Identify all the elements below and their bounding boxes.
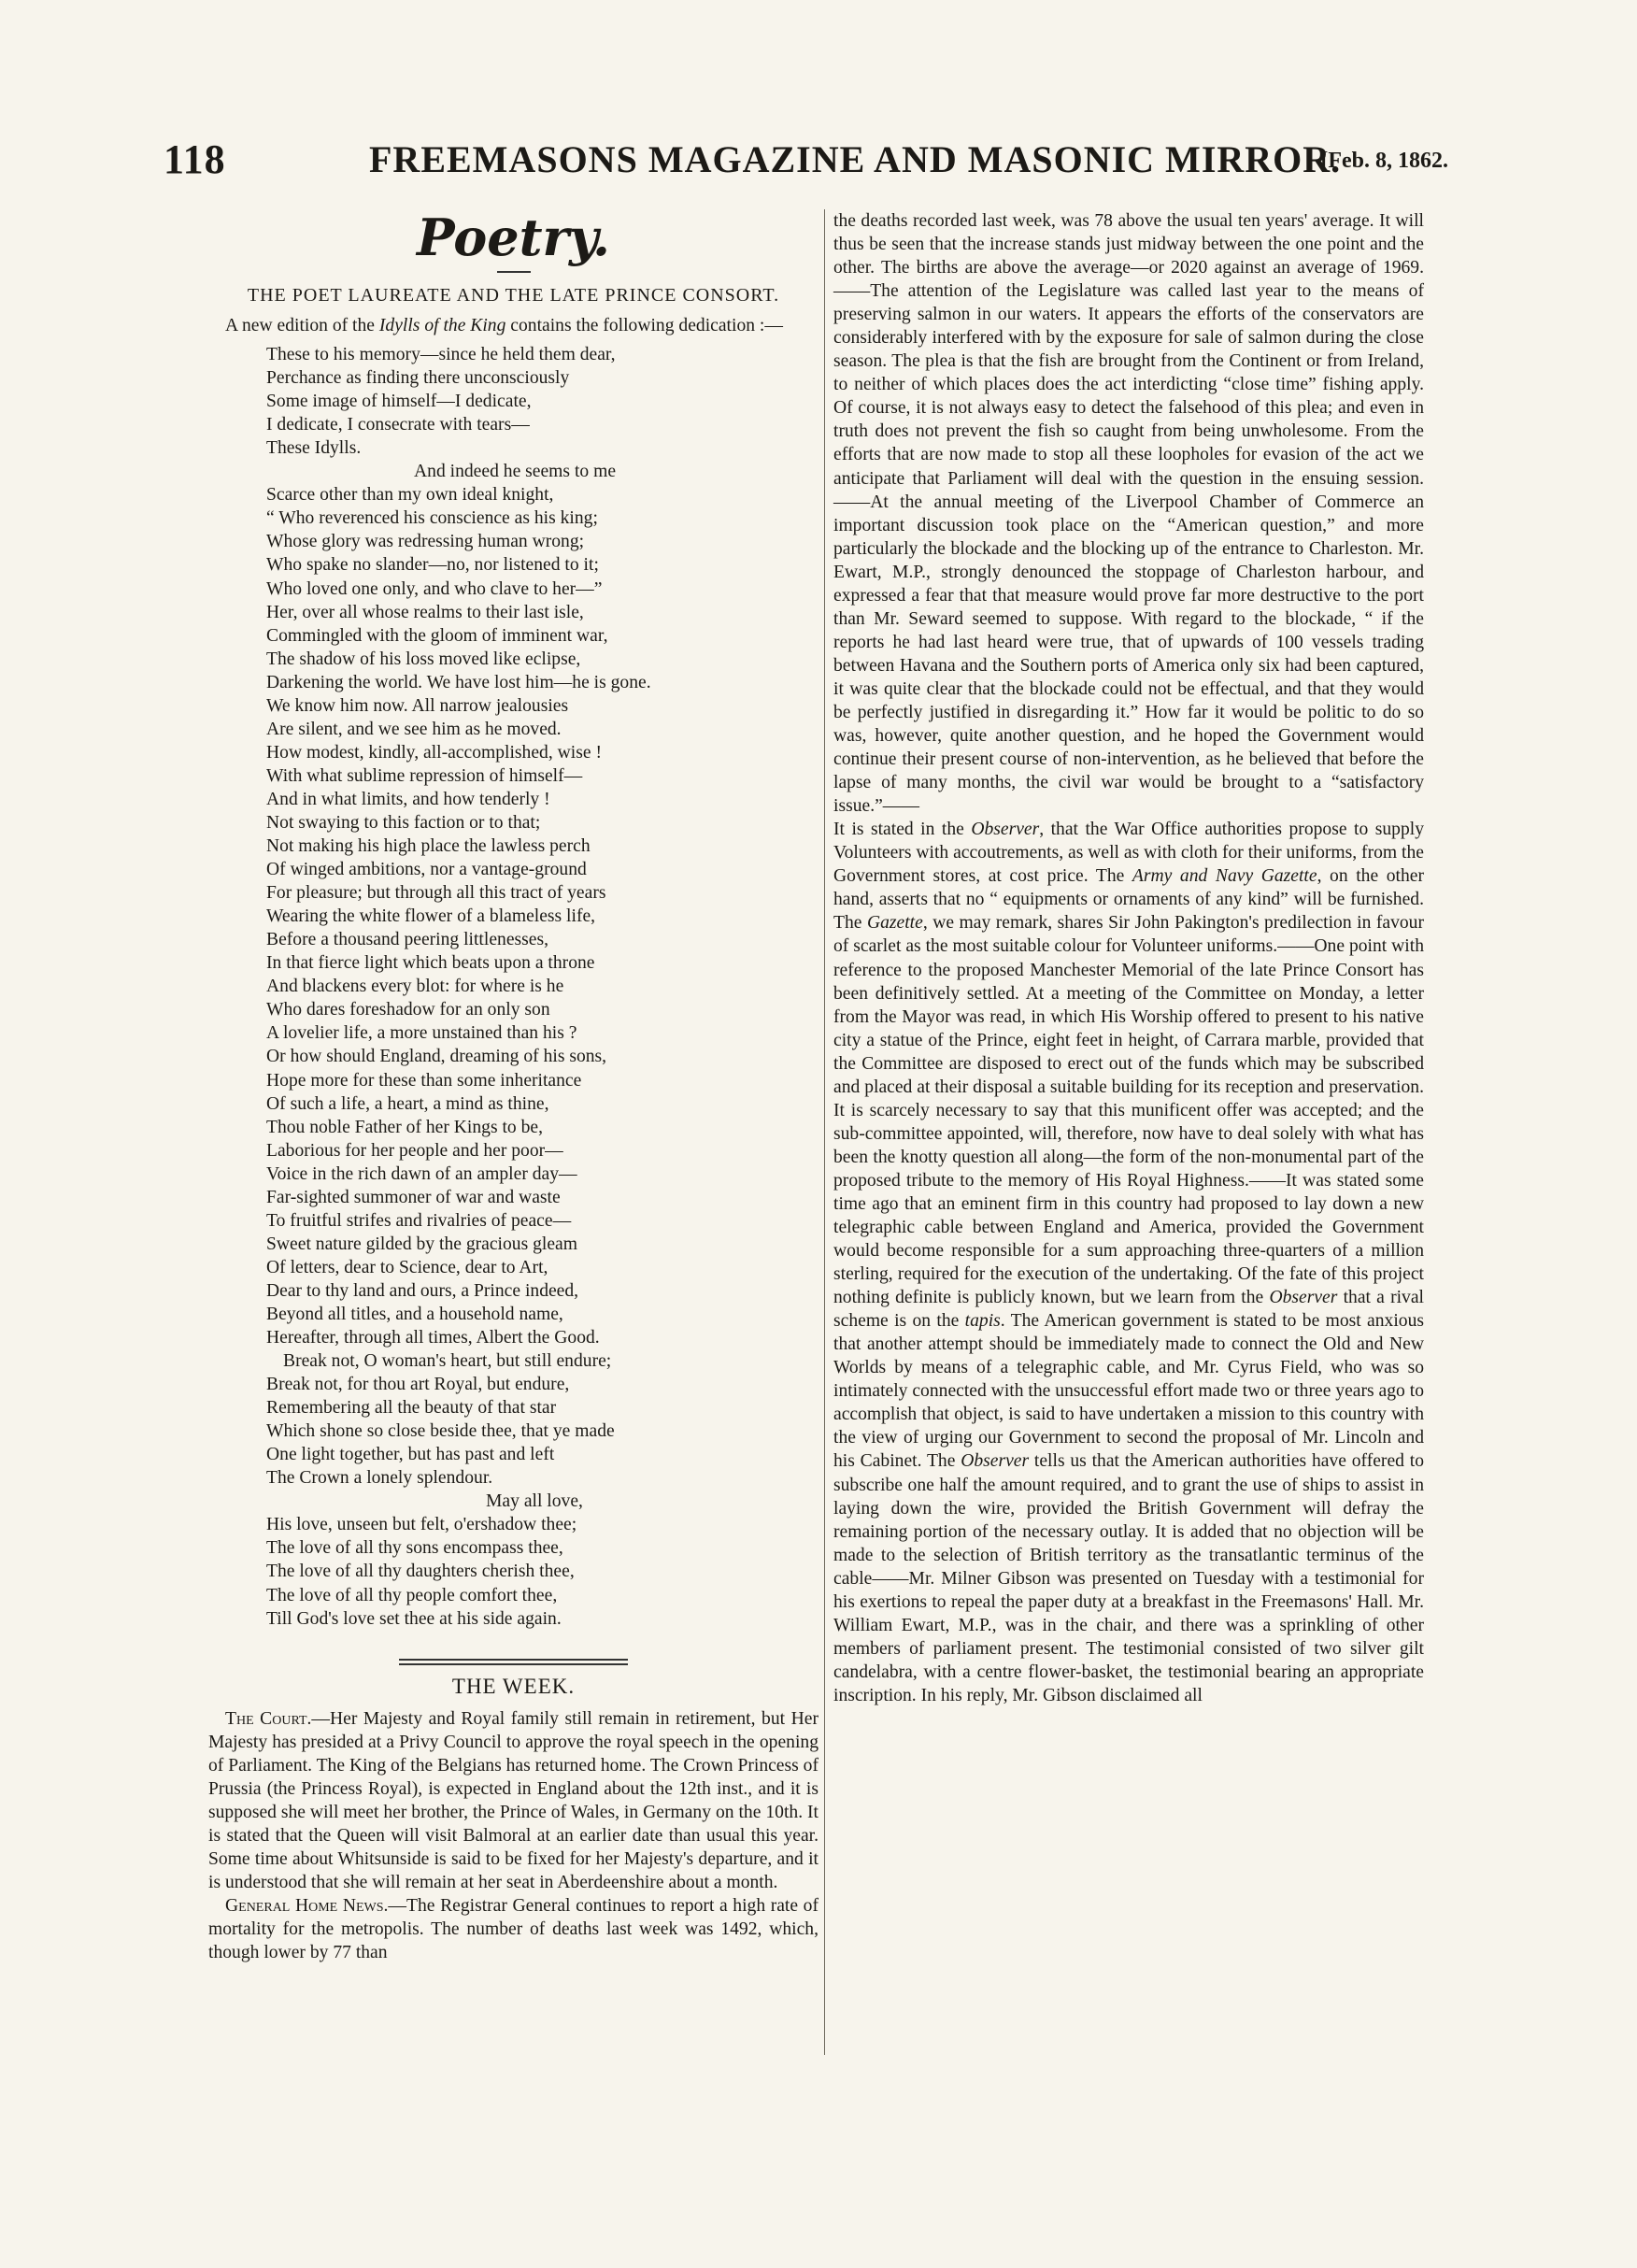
poem-line: One light together, but has past and left [266,1445,555,1465]
right-column [833,209,1424,1707]
poem-line: I dedicate, I consecrate with tears— [266,415,530,435]
poem-line: Sweet nature gilded by the gracious gleam [266,1234,577,1254]
left-column [208,209,818,1964]
poem-line: The love of all thy sons encompass thee, [266,1538,563,1559]
poem-line: The shadow of his loss moved like eclipse, [266,649,581,669]
poem-intro: A new edition of the Idylls of the King contains the following dedication :— [225,316,783,335]
poem-line: The love of all thy people comfort thee, [266,1585,558,1605]
poem-line: Who dares foreshadow for an only son [266,1000,550,1020]
poem-line: Thou noble Father of her Kings to be, [266,1117,544,1137]
poem-line: With what sublime repression of himself— [266,765,583,786]
poem-line: These to his memory—since he held them dear, [266,345,616,365]
poem-line: Break not, for thou art Royal, but endure, [266,1375,570,1395]
poem-line: His love, unseen but felt, o'ershadow thee; [266,1515,577,1535]
poem-line: Which shone so close beside thee, that ye made [266,1421,615,1442]
poem-line: Hereafter, through all times, Albert the Good. [266,1328,600,1348]
poem-line: For pleasure; but through all this tract of years [266,883,606,904]
poem-line: “ Who reverenced his conscience as his king; [266,508,598,529]
poem-line: Whose glory was redressing human wrong; [266,532,585,552]
poetry-section-title: Poetry. [417,207,610,267]
poem-line: Dear to thy land and ours, a Prince indeed, [266,1280,579,1301]
poem-line: And indeed he seems to me [414,462,617,482]
section-divider [399,1659,628,1665]
poem-line: Commingled with the gloom of imminent war, [266,625,608,646]
poem-line: Beyond all titles, and a household name, [266,1304,563,1324]
poem-lines [266,343,818,1631]
journal-title: FREEMASONS MAGAZINE AND MASONIC MIRROR. [369,138,1342,180]
poem-line: Not swaying to this faction or to that; [266,812,541,833]
poem-line: Of winged ambitions, nor a vantage-ground [266,860,587,880]
poem-line: Laborious for her people and her poor— [266,1140,563,1161]
poem-line: Wearing the white flower of a blameless life, [266,906,596,927]
poem-line: Who loved one only, and who clave to her—” [266,578,603,599]
poem-line: To fruitful strifes and rivalries of peace— [266,1210,572,1231]
page-header [164,136,1448,192]
poem-line: Perchance as finding there unconsciously [266,368,570,389]
poem-line: Remembering all the beauty of that star [266,1398,557,1419]
poem-line: The Crown a lonely splendour. [266,1468,493,1489]
poem-line: These Idylls. [266,438,362,459]
poem-line: Far-sighted summoner of war and waste [266,1187,561,1207]
poem-line: And blackens every blot: for where is he [266,977,564,997]
column-divider [824,209,825,2055]
poem-line: Before a thousand peering littlenesses, [266,930,548,950]
poem-line: In that fierce light which beats upon a throne [266,953,595,974]
poem-line: Who spake no slander—no, nor listened to it; [266,555,599,576]
poem-line: May all love, [486,1491,583,1512]
poem-line: How modest, kindly, all-accomplished, wise ! [266,742,602,763]
poem-line: Of letters, dear to Science, dear to Art, [266,1257,548,1277]
poem-line: Of such a life, a heart, a mind as thine, [266,1093,549,1114]
poem-line: Or how should England, dreaming of his sons, [266,1047,607,1067]
poem-line: Are silent, and we see him as he moved. [266,719,562,739]
poem-line: Not making his high place the lawless perch [266,836,591,857]
title-rule [497,271,531,273]
poem-line: We know him now. All narrow jealousies [266,695,569,716]
page-number: 118 [164,136,226,182]
poem-line: Scarce other than my own ideal knight, [266,485,554,506]
poem-line: Break not, O woman's heart, but still endure; [283,1351,612,1372]
news-paragraph-1: the deaths recorded last week, was 78 above the usual ten years' average. It will thus be seen that the increase stands just midway between the one point and the other. The births are above the average—or 2020 against an average of 1969.——The attention of the Legislature was called last year to the means of preserving salmon in our waters. It appears the efforts of the conservators are considerably interfered with by the exposure for sale of salmon during the close season. The plea is that the fish are brought from the Continent or from Ireland, to neither of which places does the act interdicting “close time” fishing apply. Of course, it is not always easy to detect the falsehood of this plea; and even in truth does not prevent the fish so caught from being unwholesome. From the efforts that are now made to stop all these loopholes for evasion of the act we anticipate that Parliament will deal with the question in the ensuing session.——At the annual meeting of the Liverpool Chamber of Commerce an important discussion took place on the “American question,” and more particularly the blockade and the blocking up of the entrance to Charleston. Mr. Ewart, M.P., strongly denounced the stoppage of Charleston harbour, and expressed a fear that that measure would prove far more destructive to the port than Mr. Seward seemed to suppose. With regard to the blockade, “ if the reports he had last heard were true, that of upwards of 100 vessels trading between Havana and the Southern ports of America only six had been captured, it was quite clear that the blockade could not be effectual, and that they would be perfectly justified in disregarding it.” How far it would be politic to do so was, however, quite another question, and he hoped the Government would continue their present course of non-intervention, as he believed that before the lapse of many months, the civil war would be brought to a “satisfactory issue.”—— [833,211,1424,817]
home-news-paragraph: General Home News.—The Registrar General continues to report a high rate of mortality for the metropolis. The number of deaths last week was 1492, which, though lower by 77 than [208,1896,818,1963]
poem-line: The love of all thy daughters cherish thee, [266,1562,575,1582]
poem-line: Her, over all whose realms to their last isle, [266,602,584,622]
poem-line: Some image of himself—I dedicate, [266,392,532,412]
poem-line: Hope more for these than some inheritance [266,1070,582,1091]
poem-line: And in what limits, and how tenderly ! [266,789,550,809]
poem-line: Till God's love set thee at his side again. [266,1608,562,1629]
poem-article-title: THE POET LAUREATE AND THE LATE PRINCE CONSORT. [247,285,780,306]
court-paragraph: The Court.—Her Majesty and Royal family still remain in retirement, but Her Majesty has presided at a Privy Council to approve the royal speech in the opening of Parliament. The King of the Belgians has returned home. The Crown Princess of Prussia (the Princess Royal), is expected in England about the 12th inst., and it is supposed she will meet her brother, the Prince of Wales, in Germany on the 10th. It is stated that the Queen will visit Balmoral at an earlier date than usual this year. Some time about Whitsunside is said to be fixed for her Majesty's departure, and it is understood that she will remain at her seat in Aberdeenshire about a month. [208,1708,818,1892]
poem-line: A lovelier life, a more unstained than his ? [266,1023,577,1044]
issue-date: [Feb. 8, 1862. [1320,149,1448,173]
week-section-title: THE WEEK. [451,1674,576,1698]
poem-line: Darkening the world. We have lost him—he is gone. [266,672,651,692]
poem-line: Voice in the rich dawn of an ampler day— [266,1163,577,1184]
news-paragraph-2: It is stated in the Observer, that the War Office authorities propose to supply Volunteers with accoutrements, as well as with cloth for their uniforms, from the Government stores, at cost price. The Army and Navy Gazette, on the other hand, asserts that no “ equipments or ornaments of any kind” will be furnished. The Gazette, we may remark, shares Sir John Pakington's predilection in favour of scarlet as the most suitable colour for Volunteer uniforms.——One point with reference to the proposed Manchester Memorial of the late Prince Consort has been definitively settled. At a meeting of the Committee on Monday, a letter from the Mayor was read, in which His Worship offered to present to his native city a statue of the Prince, eight feet in height, of Carrara marble, provided that the Committee are disposed to erect out of the funds which may be subscribed and placed at their disposal a suitable building for its reception and preservation. It is scarcely necessary to say that this munificent offer was accepted; and the sub-committee appointed, will, therefore, now have to deal solely with what has been the knotty question all along—the form of the non-monumental part of the proposed tribute to the memory of His Royal Highness.——It was stated some time ago that an eminent firm in this country had proposed to lay down a new telegraphic cable between England and America, provided the Government would become responsible for a sum approaching three-quarters of a million sterling, required for the execution of the undertaking. Of the fate of this project nothing definite is publicly known, but we learn from the Observer that a rival scheme is on the tapis. The American government is stated to be most anxious that another attempt should be immediately made to connect the Old and New Worlds by means of a telegraphic cable, and Mr. Cyrus Field, who was so intimately connected with the unsuccessful effort made two or three years ago to accomplish that object, is said to have undertaken a mission to this country with the view of urging our Government to second the proposal of Mr. Lincoln and his Cabinet. The Observer tells us that the American authorities have offered to subscribe one half the amount required, and to grant the use of ships to assist in laying down the wire, provided the British Government will defray the remaining portion of the necessary outlay. It is added that no objection will be made to the selection of British territory as the transatlantic terminus of the cable——Mr. Milner Gibson was presented on Tuesday with a testimonial for his exertions to repeal the paper duty at a breakfast in the Freemasons' Hall. Mr. William Ewart, M.P., was in the chair, and there was a sprinkling of other members of parliament present. The testimonial consisted of two silver gilt candelabra, with a centre flower-basket, the testimonial bearing an appropriate inscription. In his reply, Mr. Gibson disclaimed all [833,820,1425,1705]
